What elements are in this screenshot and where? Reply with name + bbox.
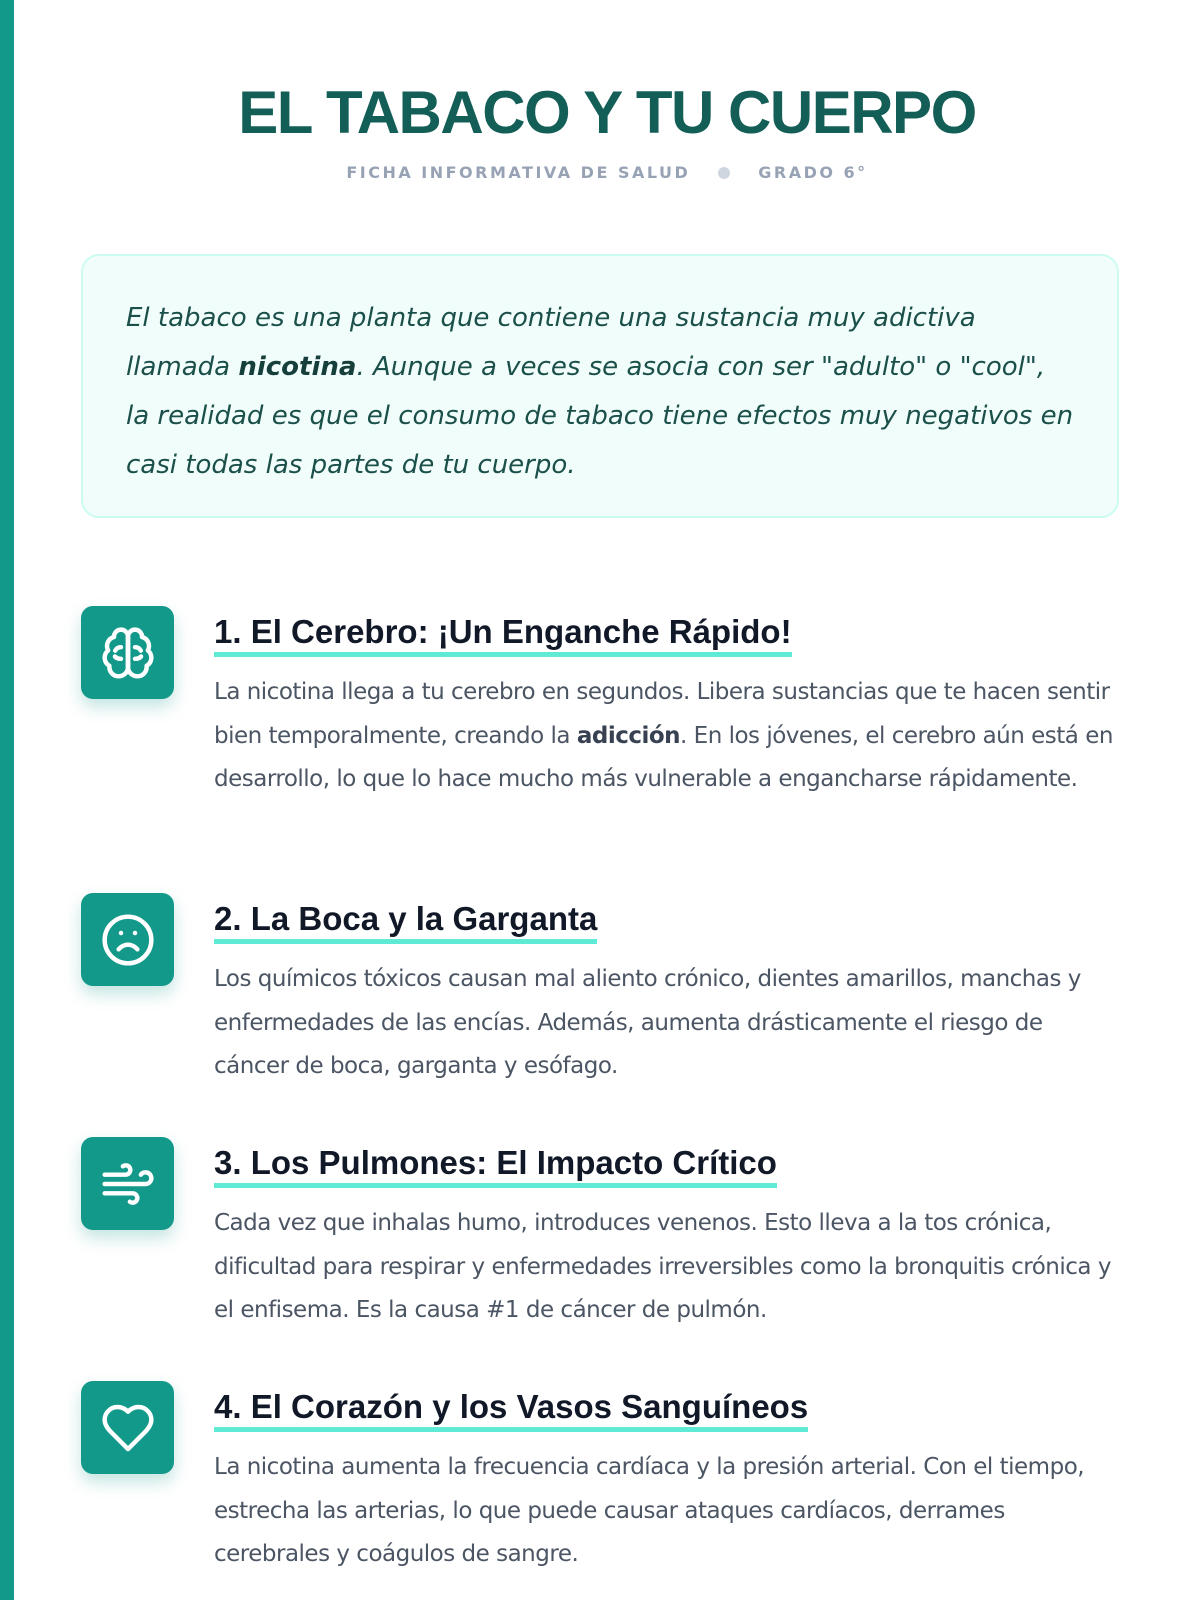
heart-icon [100, 1400, 156, 1456]
section-title: 1. El Cerebro: ¡Un Enganche Rápido! [214, 612, 792, 657]
section-body-bold: adicción [576, 722, 681, 749]
section-title: 3. Los Pulmones: El Impacto Crítico [214, 1143, 777, 1188]
subtitle-grade: GRADO 6° [758, 163, 868, 182]
section-mouth-content [214, 893, 1121, 1089]
section-brain-content [214, 606, 1121, 802]
intro-text [126, 294, 1075, 490]
heart-icon-tile [81, 1381, 174, 1474]
intro-box [81, 254, 1119, 518]
page-header [14, 78, 1200, 182]
separator-dot [718, 167, 730, 179]
section-body: Cada vez que inhalas humo, introduces venenos. Esto lleva a la tos crónica, dificultad para respirar y enfermedades irreversibles como la bronquitis crónica y el enfisema. Es la causa #1 de cáncer de pulmón. [214, 1210, 1111, 1323]
section-body: La nicotina aumenta la frecuencia cardíaca y la presión arterial. Con el tiempo, estrecha las arterias, lo que puede causar ataques cardíacos, derrames cerebrales y coágulos de sangre. [214, 1454, 1085, 1567]
section-body: Los químicos tóxicos causan mal aliento crónico, dientes amarillos, manchas y enfermedades de las encías. Además, aumenta drásticamente el riesgo de cáncer de boca, garganta y esófago. [214, 966, 1081, 1079]
subtitle-category: FICHA INFORMATIVA DE SALUD [346, 163, 691, 182]
brain-icon-tile [81, 606, 174, 699]
wind-icon-tile [81, 1137, 174, 1230]
page-title: EL TABACO Y TU CUERPO [238, 79, 976, 146]
intro-text-part2: . Aunque a veces se asocia con ser "adulto" o "cool", la realidad es que el consumo de tabaco tiene efectos muy negativos en casi todas las partes de tu cuerpo. [126, 352, 1074, 480]
sad-face-icon [100, 912, 156, 968]
section-title: 2. La Boca y la Garganta [214, 899, 597, 944]
page-subtitle [14, 163, 1200, 182]
sad-face-icon-tile [81, 893, 174, 986]
section-body [214, 671, 1121, 802]
left-accent-bar [0, 0, 14, 1600]
section-title: 4. El Corazón y los Vasos Sanguíneos [214, 1387, 808, 1432]
intro-text-part1: El tabaco es una planta que contiene una sustancia muy adictiva llamada [126, 303, 976, 382]
section-lungs-content [214, 1137, 1121, 1333]
section-body-part1: La nicotina llega a tu cerebro en segundos. Libera sustancias que te hacen sentir bien temporalmente, creando la [214, 679, 1110, 749]
wind-icon [100, 1156, 156, 1212]
intro-text-bold: nicotina [238, 352, 357, 382]
section-body-part2: . En los jóvenes, el cerebro aún está en desarrollo, lo que lo hace mucho más vulnerable a engancharse rápidamente. [214, 722, 1113, 792]
section-heart-content [214, 1381, 1121, 1577]
brain-icon [100, 625, 156, 681]
